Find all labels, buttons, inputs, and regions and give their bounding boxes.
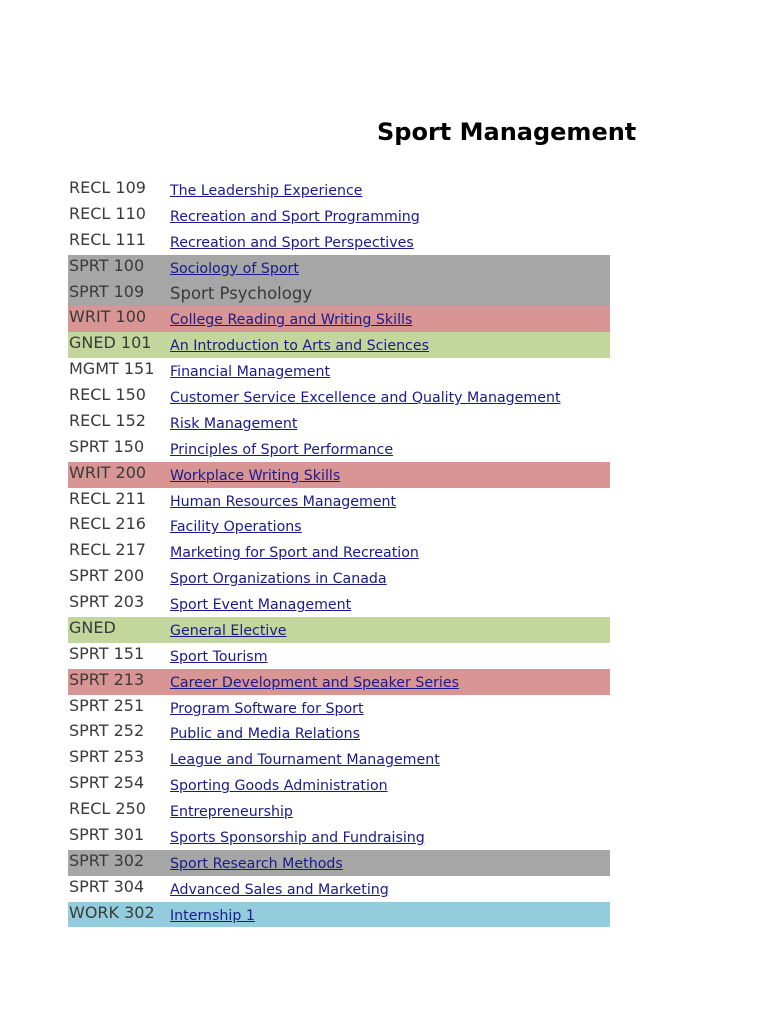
- course-row: [68, 772, 610, 798]
- course-row: [68, 281, 610, 307]
- course-title-link[interactable]: Sport Organizations in Canada: [170, 571, 387, 588]
- course-title-link[interactable]: The Leadership Experience: [170, 183, 363, 199]
- course-row: [68, 436, 610, 462]
- course-row: [68, 539, 610, 565]
- course-title-link[interactable]: Sport Tourism: [170, 648, 268, 665]
- course-code: SPRT 251: [69, 695, 145, 715]
- course-row: [68, 669, 610, 695]
- course-title-link[interactable]: League and Tournament Management: [170, 752, 440, 769]
- course-row: [68, 384, 610, 410]
- course-row: [68, 591, 610, 617]
- course-code: RECL 216: [69, 514, 146, 534]
- course-code: SPRT 302: [69, 850, 145, 870]
- course-row: [68, 617, 610, 643]
- course-code: SPRT 151: [69, 643, 145, 663]
- course-row: [68, 229, 610, 255]
- course-code: GNED 101: [69, 333, 152, 353]
- course-code: SPRT 109: [69, 281, 145, 301]
- course-code: RECL 111: [69, 229, 146, 249]
- course-row: [68, 306, 610, 332]
- course-code: RECL 152: [69, 410, 146, 430]
- course-code: WRIT 100: [69, 307, 147, 327]
- course-row: [68, 643, 610, 669]
- course-code: GNED: [69, 617, 116, 637]
- course-title-link[interactable]: Workplace Writing Skills: [170, 467, 341, 484]
- page-title: Sport Management: [377, 118, 637, 146]
- course-row: [68, 876, 610, 902]
- course-row: [68, 720, 610, 746]
- course-title-link[interactable]: Human Resources Management: [170, 493, 397, 510]
- course-title-link[interactable]: Facility Operations: [170, 519, 302, 536]
- course-title-link[interactable]: Risk Management: [170, 415, 298, 432]
- course-code: RECL 250: [69, 799, 146, 818]
- course-row: [68, 177, 610, 203]
- course-code: RECL 211: [69, 488, 146, 508]
- course-code: WRIT 200: [69, 462, 147, 482]
- course-title-link[interactable]: Recreation and Sport Programming: [170, 208, 420, 225]
- course-title-link[interactable]: Recreation and Sport Perspectives: [170, 234, 414, 251]
- course-row: [68, 850, 610, 876]
- course-code: SPRT 304: [69, 876, 145, 896]
- course-table: [68, 177, 610, 927]
- course-title-link[interactable]: Career Development and Speaker Series: [170, 674, 459, 691]
- course-title-link[interactable]: Internship 1: [170, 907, 255, 924]
- course-title-link[interactable]: Sociology of Sport: [170, 260, 299, 277]
- course-code: RECL 110: [69, 203, 146, 223]
- course-row: [68, 255, 610, 281]
- course-title-link[interactable]: Sport Event Management: [170, 597, 352, 613]
- course-code: SPRT 100: [69, 255, 145, 275]
- course-code: SPRT 252: [69, 721, 145, 741]
- course-title-link[interactable]: Advanced Sales and Marketing: [170, 881, 389, 898]
- course-code: SPRT 253: [69, 747, 145, 767]
- course-row: [68, 565, 610, 591]
- course-row: [68, 203, 610, 229]
- course-title-link[interactable]: Entrepreneurship: [170, 804, 293, 820]
- course-title-link[interactable]: Customer Service Excellence and Quality Management: [170, 390, 561, 406]
- course-code: RECL 109: [69, 178, 146, 197]
- course-code: SPRT 203: [69, 592, 145, 611]
- course-title-link[interactable]: Sporting Goods Administration: [170, 778, 388, 795]
- course-title-link[interactable]: Public and Media Relations: [170, 726, 360, 743]
- course-title-link[interactable]: Sports Sponsorship and Fundraising: [170, 829, 425, 846]
- course-code: RECL 217: [69, 540, 146, 560]
- course-title: Sport Psychology: [170, 283, 313, 303]
- course-row: [68, 488, 610, 514]
- course-code: SPRT 254: [69, 773, 145, 793]
- course-code: WORK 302: [69, 902, 155, 922]
- course-title-link[interactable]: College Reading and Writing Skills: [170, 312, 413, 329]
- course-code: SPRT 301: [69, 824, 145, 844]
- course-title-link[interactable]: Principles of Sport Performance: [170, 441, 394, 458]
- course-title-link[interactable]: An Introduction to Arts and Sciences: [170, 338, 429, 355]
- course-row: [68, 358, 610, 384]
- course-code: SPRT 200: [69, 566, 145, 586]
- course-title-link[interactable]: General Elective: [170, 622, 287, 639]
- course-code: MGMT 151: [69, 359, 155, 379]
- title-area: [68, 116, 637, 156]
- course-title-link[interactable]: Marketing for Sport and Recreation: [170, 545, 419, 562]
- course-title-link[interactable]: Financial Management: [170, 364, 331, 381]
- course-code: SPRT 213: [69, 669, 145, 689]
- course-row: [68, 798, 610, 824]
- course-row: [68, 824, 610, 850]
- course-code: RECL 150: [69, 385, 146, 404]
- course-row: [68, 746, 610, 772]
- course-title-link[interactable]: Program Software for Sport: [170, 700, 364, 717]
- course-row: [68, 902, 610, 928]
- course-row: [68, 513, 610, 539]
- course-code: SPRT 150: [69, 436, 145, 456]
- course-title-link[interactable]: Sport Research Methods: [170, 855, 343, 872]
- course-row: [68, 410, 610, 436]
- course-row: [68, 462, 610, 488]
- course-row: [68, 332, 610, 358]
- course-row: [68, 695, 610, 721]
